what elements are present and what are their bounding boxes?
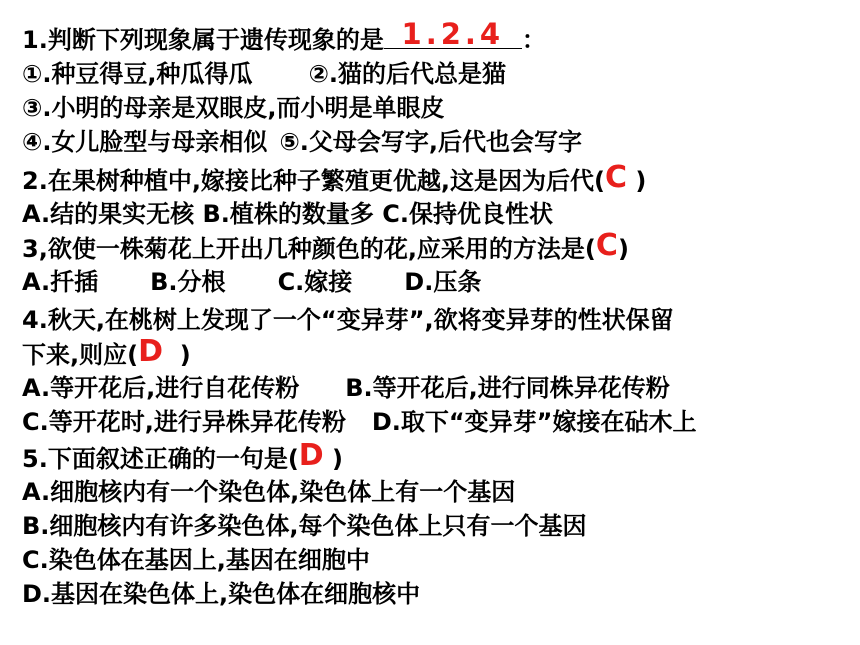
q4-option-a: A.等开花后,进行自花传粉 [22, 374, 300, 402]
q5-option-d: D.基因在染色体上,染色体在细胞核中 [22, 580, 421, 608]
q4-options-row2 [22, 406, 696, 438]
q4-option-c: C.等开花时,进行异株异花传粉 [22, 408, 346, 436]
q5-option-a-line [22, 476, 515, 508]
q5-option-c: C.染色体在基因上,基因在细胞中 [22, 546, 370, 574]
q3-option-a: A.扦插 [22, 268, 99, 296]
q2-stem-line [22, 160, 647, 197]
q1-answer-blank [384, 17, 522, 51]
q5-option-b: B.细胞核内有许多染色体,每个染色体上只有一个基因 [22, 512, 587, 540]
q4-option-b: B.等开花后,进行同株异花传粉 [345, 374, 670, 402]
q5-option-a: A.细胞核内有一个染色体,染色体上有一个基因 [22, 478, 516, 506]
q3-stem: 3,欲使一株菊花上开出几种颜色的花,应采用的方法是( [22, 235, 596, 263]
q4-option-d: D.取下“变异芽”嫁接在砧木上 [371, 408, 697, 436]
q5-option-b-line [22, 510, 587, 542]
q5-close: ) [323, 445, 344, 473]
q2-stem: 2.在果树种植中,嫁接比种子繁殖更优越,这是因为后代( [22, 167, 606, 195]
q3-options [22, 266, 481, 298]
q1-option-5: ⑤.父母会写字,后代也会写字 [279, 128, 582, 156]
q1-options-row1 [22, 58, 506, 90]
q1-option-2: ②.猫的后代总是猫 [308, 60, 506, 88]
q4-stem-1: 4.秋天,在桃树上发现了一个“变异芽”,欲将变异芽的性状保留 [22, 306, 674, 334]
q5-stem: 5.下面叙述正确的一句是( [22, 445, 299, 473]
q3-answer: C [595, 228, 618, 263]
q4-stem-line1 [22, 304, 674, 336]
q1-colon: ： [521, 26, 546, 54]
q3-stem-line [22, 228, 629, 265]
q2-options-text: A.结的果实无核 B.植株的数量多 C.保持优良性状 [22, 200, 553, 228]
q2-options [22, 198, 553, 230]
q4-close: ) [163, 341, 191, 369]
q4-stem-line2 [22, 334, 191, 371]
q1-option-3: ③.小明的母亲是双眼皮,而小明是单眼皮 [22, 94, 445, 122]
q1-answer: 1.2.4 [401, 17, 505, 51]
q1-option-1: ①.种豆得豆,种瓜得瓜 [22, 60, 253, 88]
q4-answer: D [138, 334, 163, 369]
q4-options-row1 [22, 372, 670, 404]
q3-option-c: C.嫁接 [277, 268, 353, 296]
q1-stem: 1.判断下列现象属于遗传现象的是 [22, 26, 384, 54]
q1-option-4: ④.女儿脸型与母亲相似 [22, 128, 268, 156]
q5-option-c-line [22, 544, 370, 576]
q3-close: ) [617, 235, 629, 263]
q1-stem-line [22, 17, 546, 56]
q3-option-d: D.压条 [404, 268, 482, 296]
q2-answer: C [605, 160, 628, 195]
q3-option-b: B.分根 [150, 268, 226, 296]
q1-options-row3 [22, 126, 582, 158]
q4-stem-2: 下来,则应( [22, 341, 139, 369]
q5-option-d-line [22, 578, 420, 610]
q1-options-row2 [22, 92, 445, 124]
q5-answer: D [298, 438, 324, 473]
q5-stem-line [22, 438, 344, 475]
q2-close: ) [627, 167, 647, 195]
